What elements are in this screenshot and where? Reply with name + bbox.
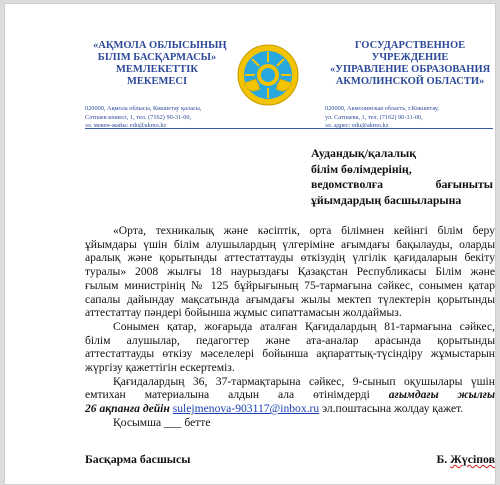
- signatory-title: Басқарма басшысы: [85, 452, 191, 466]
- body-line: жүргізу қажеттігін ескертеміз.: [85, 361, 235, 375]
- header-kazakh: [93, 40, 227, 88]
- address-line: эл. адрес: edu@akmo.kz: [325, 122, 389, 130]
- email-link[interactable]: sulejmenova-903117@inbox.ru: [172, 402, 320, 416]
- header-kazakh-line: «АҚМОЛА ОБЛЫСЫНЫҢ: [93, 40, 227, 51]
- recipient-line: ведомстволға бағыныты: [311, 177, 493, 191]
- header-kazakh-line: МЕМЛЕКЕТТІК: [116, 64, 198, 75]
- deadline-text: 26 ақпанға дейін: [85, 402, 170, 416]
- address-line: 020000, Ақмола облысы, Көкшетау қаласы,: [85, 105, 202, 112]
- header-russian: [330, 40, 490, 88]
- attachment-note: Қосымша ___ бетте: [113, 415, 211, 429]
- signatory-initial: Б.: [436, 452, 451, 466]
- body-line: Қағидалардың 36, 37-тармақтарына сәйкес, 9-сынып оқушылары үшін: [113, 374, 495, 388]
- header-russian-line: УЧРЕЖДЕНИЕ: [371, 52, 449, 63]
- address-line: эл. мекен-жайы: edu@akmo.kz: [85, 122, 167, 130]
- header-russian-line: «УПРАВЛЕНИЕ ОБРАЗОВАНИЯ: [330, 64, 491, 75]
- recipient-line: білім бөлімдерінің,: [311, 161, 412, 176]
- letter-page: [4, 3, 496, 485]
- body-line: Сонымен қатар, жоғарыда аталған Қағидалардың 81-тармағына сәйкес,: [113, 319, 495, 333]
- body-line: аттестаттауды өткізу мәселелері бойынша ақпараттық-түсіндіру жұмыстарын: [85, 347, 495, 361]
- header-russian-line: ГОСУДАРСТВЕННОЕ: [354, 40, 466, 51]
- header-kazakh-line: БІЛІМ БАСҚАРМАСЫ»: [97, 52, 217, 63]
- recipient-line: Аудандық/қалалық: [311, 146, 417, 160]
- body-line: «Орта, техникалық және кәсіптік, орта білімнен кейінгі білім беру: [113, 224, 495, 237]
- body-text-span: емтихан материалына алдын ала өтінімдерді: [85, 388, 389, 402]
- deadline-text: ағымдағы жылғы: [388, 388, 495, 402]
- body-line: [85, 388, 495, 402]
- recipient-line: ұйымдардың басшыларына: [311, 192, 462, 207]
- body-line: ұйымдары үшін білім алушылардың үлгеріміне ағымдағы бақылауды, оларды: [85, 237, 495, 251]
- letter-body: [85, 224, 495, 430]
- address-kazakh: [85, 105, 235, 131]
- address-line: ул. Сатпаева, 1, тел. (7162) 90-31-00,: [325, 113, 423, 121]
- body-text-span: эл.поштасына жолдау қажет.: [319, 402, 464, 416]
- body-line: сапалы дайындау мақсатында ағымдағы жылы мектеп түлектерін қорытынды: [85, 292, 495, 306]
- address-line: 020000, Акмолинская область, г.Кокшетау,: [325, 105, 439, 112]
- header-kazakh-line: МЕКЕМЕСІ: [126, 76, 188, 87]
- header-divider: [85, 128, 493, 129]
- state-emblem-icon: [236, 43, 300, 107]
- signatory-surname: Жүсіпов: [450, 452, 495, 466]
- body-line: туралы» 2008 жылғы 18 наурыздағы Қазақстан Республикасы Білім және: [85, 265, 495, 279]
- body-line: [85, 402, 495, 416]
- recipient-block: [311, 146, 493, 208]
- body-line: ғылым министрінің № 125 бұйрығының 75-тармағына сәйкес, сонымен қатар: [85, 278, 495, 292]
- body-line: аралық және қорытынды аттестаттауды өткізудің үлгілік қағидаларын бекіту: [85, 251, 495, 265]
- address-russian: [325, 105, 493, 131]
- header-russian-line: АКМОЛИНСКОЙ ОБЛАСТИ»: [335, 76, 485, 87]
- body-line: аттестаттау пәндері бойынша жұмыс сипаттамасын жолдаймыз.: [85, 306, 402, 320]
- signatory-name: [436, 452, 495, 467]
- address-line: Сәтпаев көшесі, 1, тел. (7162) 90-31-00,: [85, 113, 192, 121]
- body-line: білім алушылар, педагогтер және ата-аналар арасында қорытынды: [85, 333, 495, 347]
